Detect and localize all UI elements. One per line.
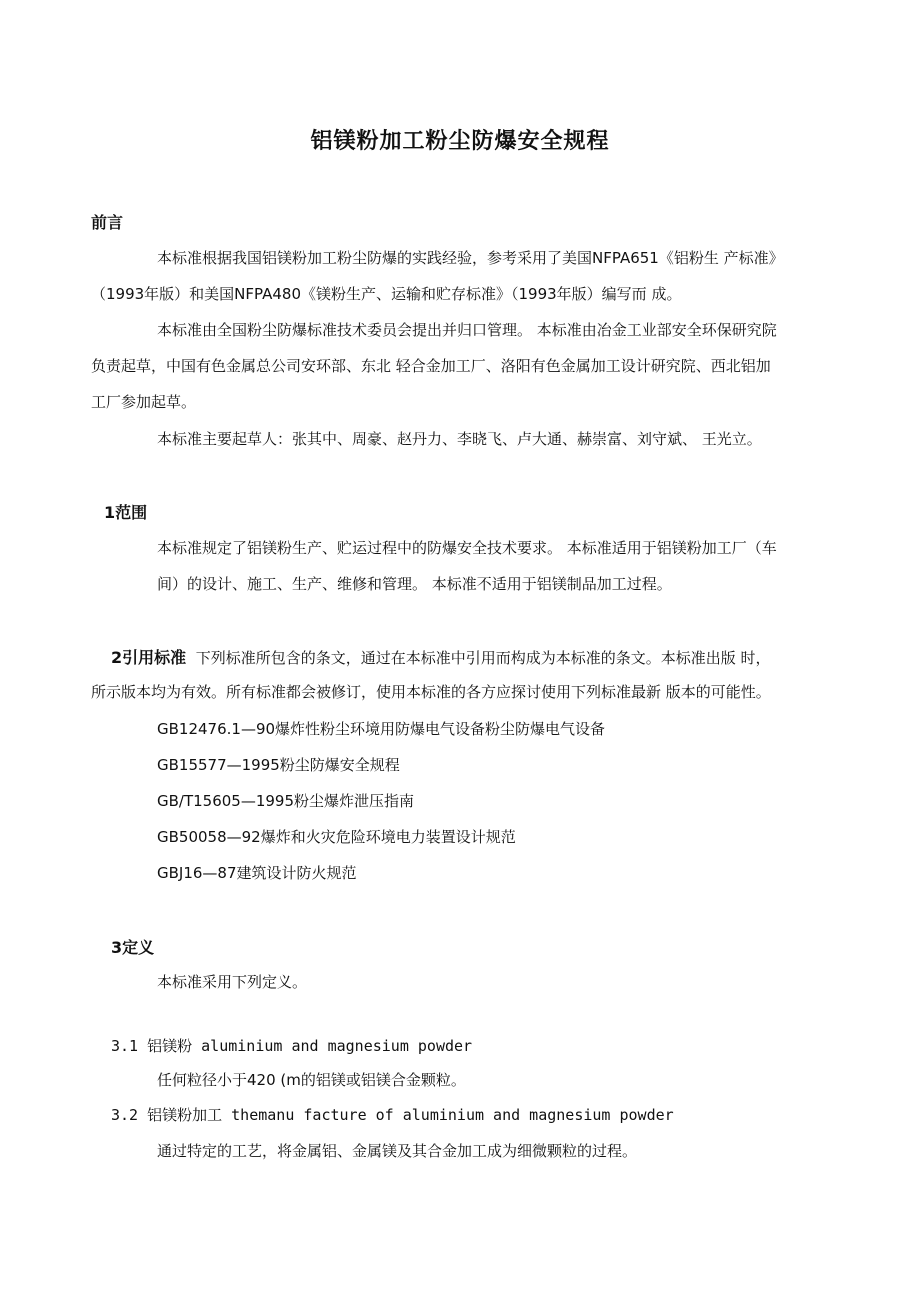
section3-heading: 3定义 — [111, 938, 155, 957]
section1-heading: 1范围 — [104, 503, 148, 522]
section2-line1: 下列标准所包含的条文，通过在本标准中引用而构成为本标准的条文。本标准出版 时， — [195, 649, 771, 667]
reference-item: GBJ16—87建筑设计防火规范 — [157, 864, 357, 882]
preface-para2-line1: 本标准由全国粉尘防爆标准技术委员会提出并归口管理。 本标准由冶金工业部安全环保研究院 — [157, 321, 777, 339]
section2-heading: 引用标准 — [122, 648, 187, 667]
definition-3-1-text: 任何粒径小于420 (m的铝镁或铝镁合金颗粒。 — [157, 1071, 466, 1089]
section2-first-line — [111, 645, 770, 668]
preface-para3: 本标准主要起草人：张其中、周豪、赵丹力、李晓飞、卢大通、赫崇富、刘守斌、 王光立。 — [157, 430, 762, 448]
section2-line2: 所示版本均为有效。所有标准都会被修订，使用本标准的各方应探讨使用下列标准最新 版本的可能性。 — [91, 683, 771, 701]
preface-heading: 前言 — [91, 213, 124, 232]
preface-para2-line3: 工厂参加起草。 — [91, 393, 197, 411]
preface-para2-line2: 负责起草，中国有色金属总公司安环部、东北 轻合金加工厂、洛阳有色金属加工设计研究院、西北铝加 — [91, 357, 771, 375]
section1-line2: 间）的设计、施工、生产、维修和管理。 本标准不适用于铝镁制品加工过程。 — [157, 575, 672, 593]
reference-item: GB12476.1—90爆炸性粉尘环境用防爆电气设备粉尘防爆电气设备 — [157, 720, 606, 738]
definition-3-2-text: 通过特定的工艺，将金属铝、金属镁及其合金加工成为细微颗粒的过程。 — [157, 1142, 638, 1160]
reference-item: GB50058—92爆炸和火灾危险环境电力装置设计规范 — [157, 828, 516, 846]
preface-para1-line2: （1993年版）和美国NFPA480《镁粉生产、运输和贮存标准》（1993年版）编写而 成。 — [91, 285, 682, 303]
section3-intro: 本标准采用下列定义。 — [157, 973, 308, 991]
reference-item: GB15577—1995粉尘防爆安全规程 — [157, 756, 400, 774]
reference-item: GB/T15605—1995粉尘爆炸泄压指南 — [157, 792, 415, 810]
section1-line1: 本标准规定了铝镁粉生产、贮运过程中的防爆安全技术要求。 本标准适用于铝镁粉加工厂（车 — [157, 539, 777, 557]
definition-3-1-term: 3.1 铝镁粉 aluminium and magnesium powder — [111, 1037, 473, 1055]
preface-para1-line1: 本标准根据我国铝镁粉加工粉尘防爆的实践经验，参考采用了美国NFPA651《铝粉生 产标准》 — [157, 249, 784, 267]
document-title: 铝镁粉加工粉尘防爆安全规程 — [310, 129, 610, 154]
definition-3-2-term: 3.2 铝镁粉加工 themanu facture of aluminium and magnesium powder — [111, 1106, 674, 1124]
section2-heading-number: 2 — [111, 648, 123, 667]
